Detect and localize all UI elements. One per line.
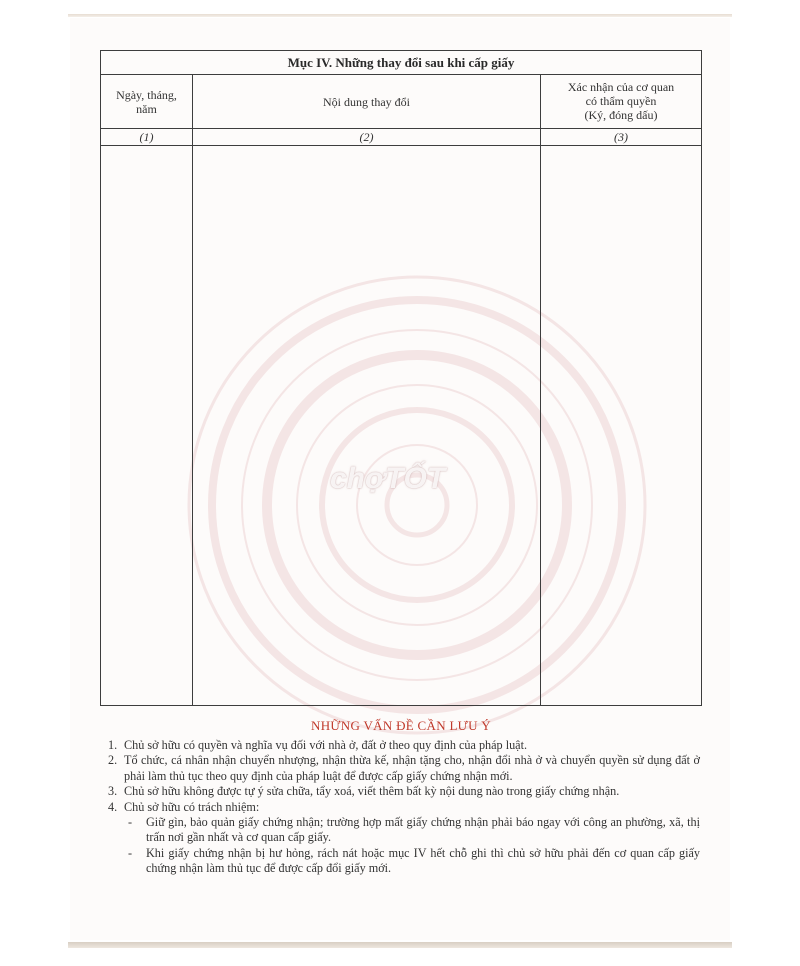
note-text: Chủ sở hữu có trách nhiệm: xyxy=(124,799,260,814)
header-line: có thẩm quyền xyxy=(585,94,657,108)
changes-table xyxy=(100,50,702,706)
sub-bullet: - xyxy=(128,815,133,830)
sub-bullet: - xyxy=(128,845,133,860)
notes-list xyxy=(100,738,700,877)
header-line: Ngày, tháng, xyxy=(116,88,177,102)
note-sub-item xyxy=(124,846,700,877)
page-top-edge xyxy=(68,14,732,17)
column-header-confirmation xyxy=(541,80,701,122)
note-text: Chủ sở hữu không được tự ý sửa chữa, tẩy xoá, viết thêm bất kỳ nội dung nào trong giấy chứng nhận. xyxy=(124,784,620,799)
column-header-date xyxy=(101,88,192,116)
header-line: Xác nhận của cơ quan xyxy=(567,80,675,94)
note-sub-item xyxy=(124,815,700,846)
note-number: 4. xyxy=(108,799,118,814)
note-item xyxy=(100,753,700,784)
note-item xyxy=(100,800,700,877)
note-sub-list xyxy=(124,815,700,877)
column-divider xyxy=(192,75,193,705)
number-row-rule xyxy=(101,145,701,146)
note-number: 3. xyxy=(108,784,118,799)
section-title: Mục IV. Những thay đổi sau khi cấp giấy xyxy=(101,51,701,75)
note-number: 1. xyxy=(108,738,118,752)
page-bottom-edge xyxy=(68,942,732,948)
note-item xyxy=(100,738,700,753)
column-number-3: (3) xyxy=(614,130,628,144)
column-divider xyxy=(540,75,541,705)
brand-watermark-logo: chợTỐT xyxy=(330,462,446,495)
note-item xyxy=(100,784,700,799)
note-number: 2. xyxy=(108,753,118,768)
column-number-1: (1) xyxy=(139,130,154,144)
header-line: (Ký, đóng dấu) xyxy=(584,108,658,122)
column-number-2: (2) xyxy=(359,130,374,144)
note-text: Tổ chức, cá nhân nhận chuyển nhượng, nhận thừa kế, nhận tặng cho, nhận đổi nhà ở và chuyển quyền sử dụng đất ở phải làm thủ tục theo quy định của pháp luật để được cấp giấy chứng nhận mới. xyxy=(124,753,700,783)
column-header-content xyxy=(193,95,540,109)
note-text: Chủ sở hữu có quyền và nghĩa vụ đối với nhà ở, đất ở theo quy định của pháp luật. xyxy=(124,738,528,752)
sub-item-text: Giữ gìn, bảo quản giấy chứng nhận; trường hợp mất giấy chứng nhận phải báo ngay với công an phường, xã, thị trấn nơi gần nhất và cơ quan cấp giấy. xyxy=(146,815,700,845)
sub-item-text: Khi giấy chứng nhận bị hư hỏng, rách nát hoặc mục IV hết chỗ ghi thì chủ sở hữu phải đến cơ quan cấp giấy chứng nhận làm thủ tục để được cấp đổi giấy mới. xyxy=(146,845,700,876)
header-line: Nội dung thay đổi xyxy=(323,95,410,109)
header-line: năm xyxy=(136,102,157,116)
header-bottom-rule xyxy=(101,128,701,129)
notes-title: NHỮNG VẤN ĐỀ CẦN LƯU Ý xyxy=(311,718,491,733)
